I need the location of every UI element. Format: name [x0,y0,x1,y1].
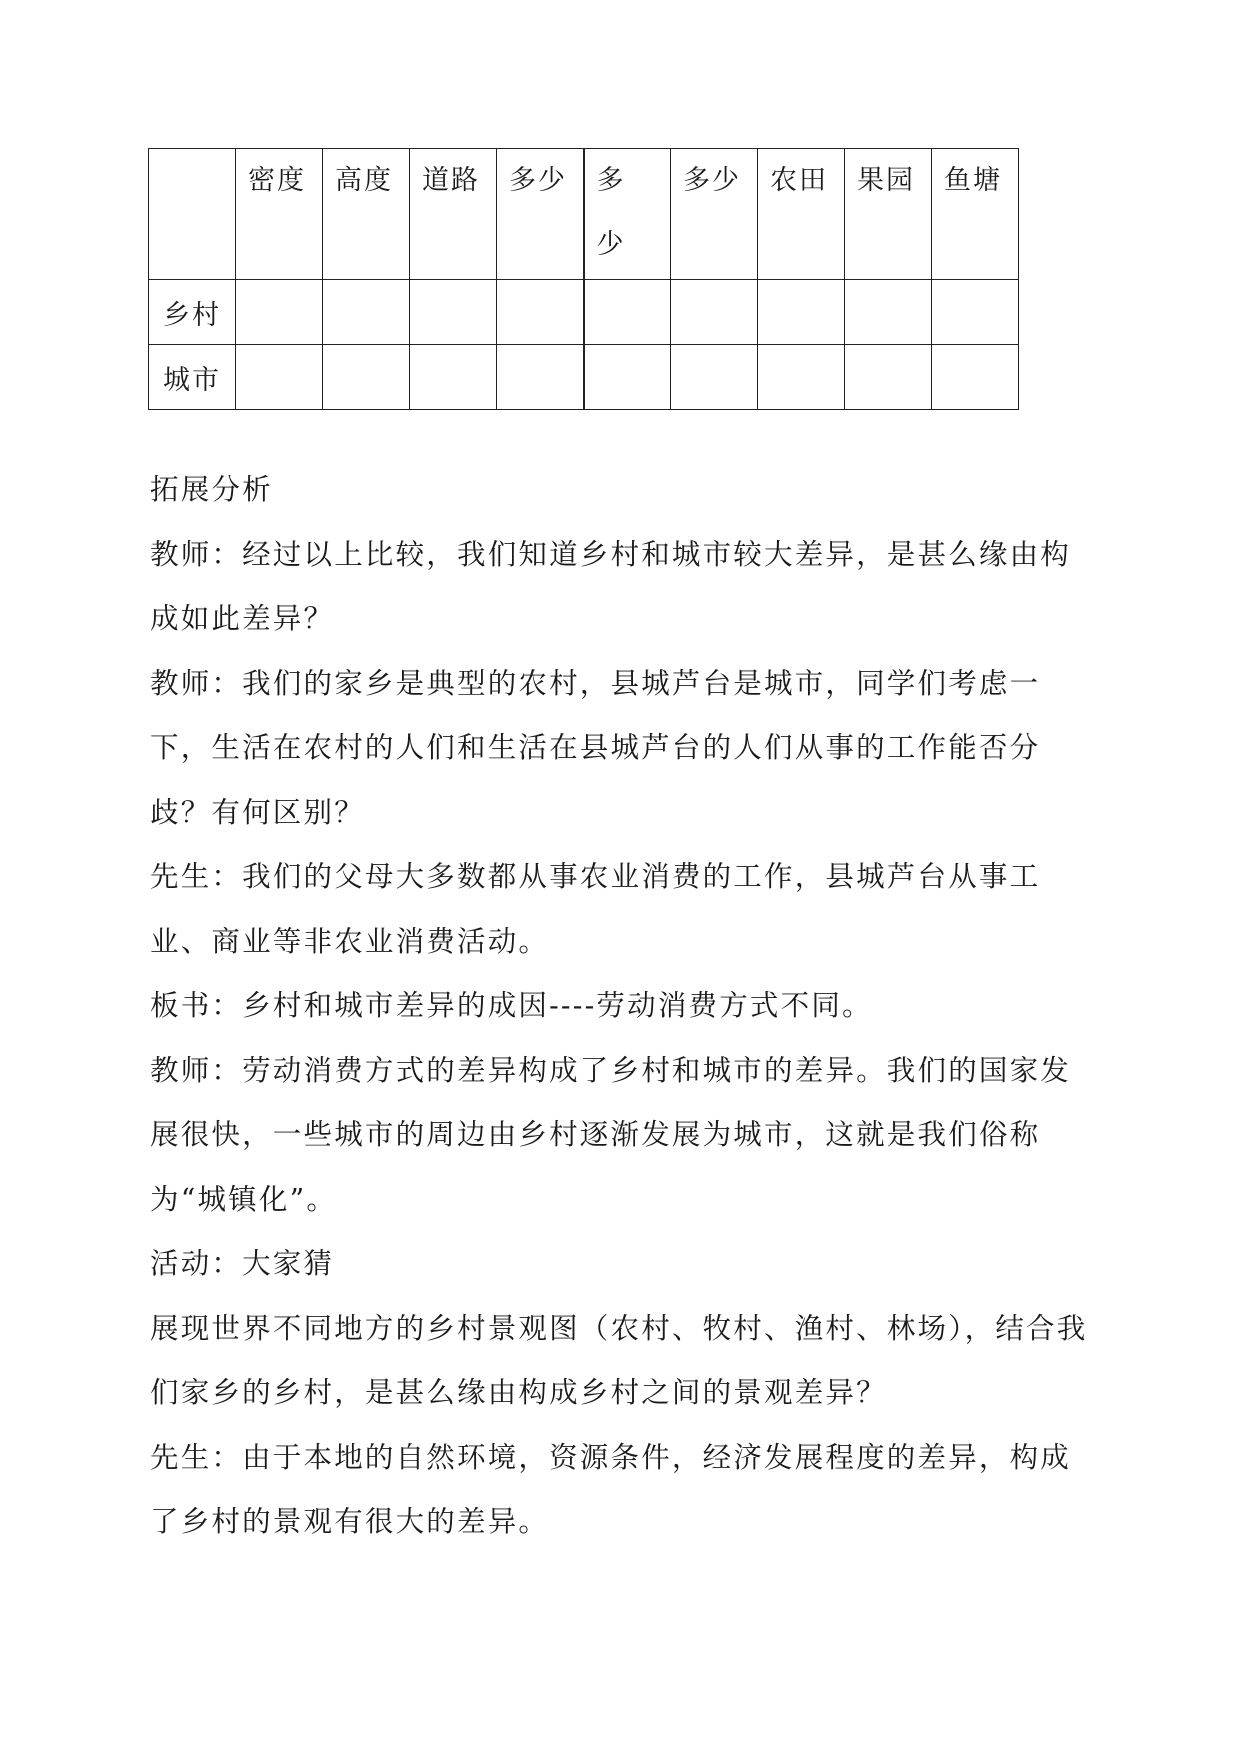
table-header-row [149,149,1019,280]
paragraph: 先生：由于本地的自然环境，资源条件，经济发展程度的差异，构成了乡村的景观有很大的差异。 [150,1440,1072,1538]
paragraph: 教师：经过以上比较，我们知道乡村和城市较大差异，是甚么缘由构成如此差异？ [150,537,1072,635]
table-cell [323,345,410,410]
table-cell [410,280,497,345]
body-text [150,458,1100,1555]
section-heading: 拓展分析 [150,473,273,506]
table-cell [584,280,671,345]
paragraph: 板书：乡村和城市差异的成因----劳动消费方式不同。 [150,989,873,1022]
table-cell [845,345,932,410]
paragraph: 先生：我们的父母大多数都从事农业消费的工作，县城芦台从事工业、商业等非农业消费活动。 [150,860,1041,958]
header-cell-orchard: 果园 [845,149,932,280]
header-cell-amount-1: 多少 [497,149,584,280]
table-row [149,280,1019,345]
header-cell-farmland: 农田 [758,149,845,280]
table-cell [497,280,584,345]
table-cell [845,280,932,345]
table-cell [671,345,758,410]
header-cell-amount-2: 多少 [584,149,671,280]
header-cell-height: 高度 [323,149,410,280]
table-cell [584,345,671,410]
paragraph: 教师：我们的家乡是典型的农村，县城芦台是城市，同学们考虑一下，生活在农村的人们和生活在县城芦台的人们从事的工作能否分歧？有何区别？ [150,666,1041,829]
header-cell-amount-3: 多少 [671,149,758,280]
table-cell [236,345,323,410]
paragraph: 展现世界不同地方的乡村景观图（农村、牧村、渔村、林场），结合我们家乡的乡村，是甚么缘由构成乡村之间的景观差异？ [150,1311,1088,1409]
table-cell [758,345,845,410]
header-cell-density: 密度 [236,149,323,280]
row-label-city: 城市 [149,345,236,410]
paragraph: 活动：大家猜 [150,1247,335,1280]
table-cell [671,280,758,345]
comparison-table [148,148,1019,410]
table-cell [932,345,1019,410]
table-cell [758,280,845,345]
header-cell-road: 道路 [410,149,497,280]
table-row [149,345,1019,410]
table-cell [497,345,584,410]
table-cell [932,280,1019,345]
table-cell [323,280,410,345]
row-label-village: 乡村 [149,280,236,345]
table-cell [236,280,323,345]
header-cell-corner [149,149,236,280]
header-cell-fishpond: 鱼塘 [932,149,1019,280]
table-cell [410,345,497,410]
paragraph: 教师：劳动消费方式的差异构成了乡村和城市的差异。我们的国家发展很快，一些城市的周边由乡村逐渐发展为城市，这就是我们俗称为“城镇化”。 [150,1053,1072,1216]
